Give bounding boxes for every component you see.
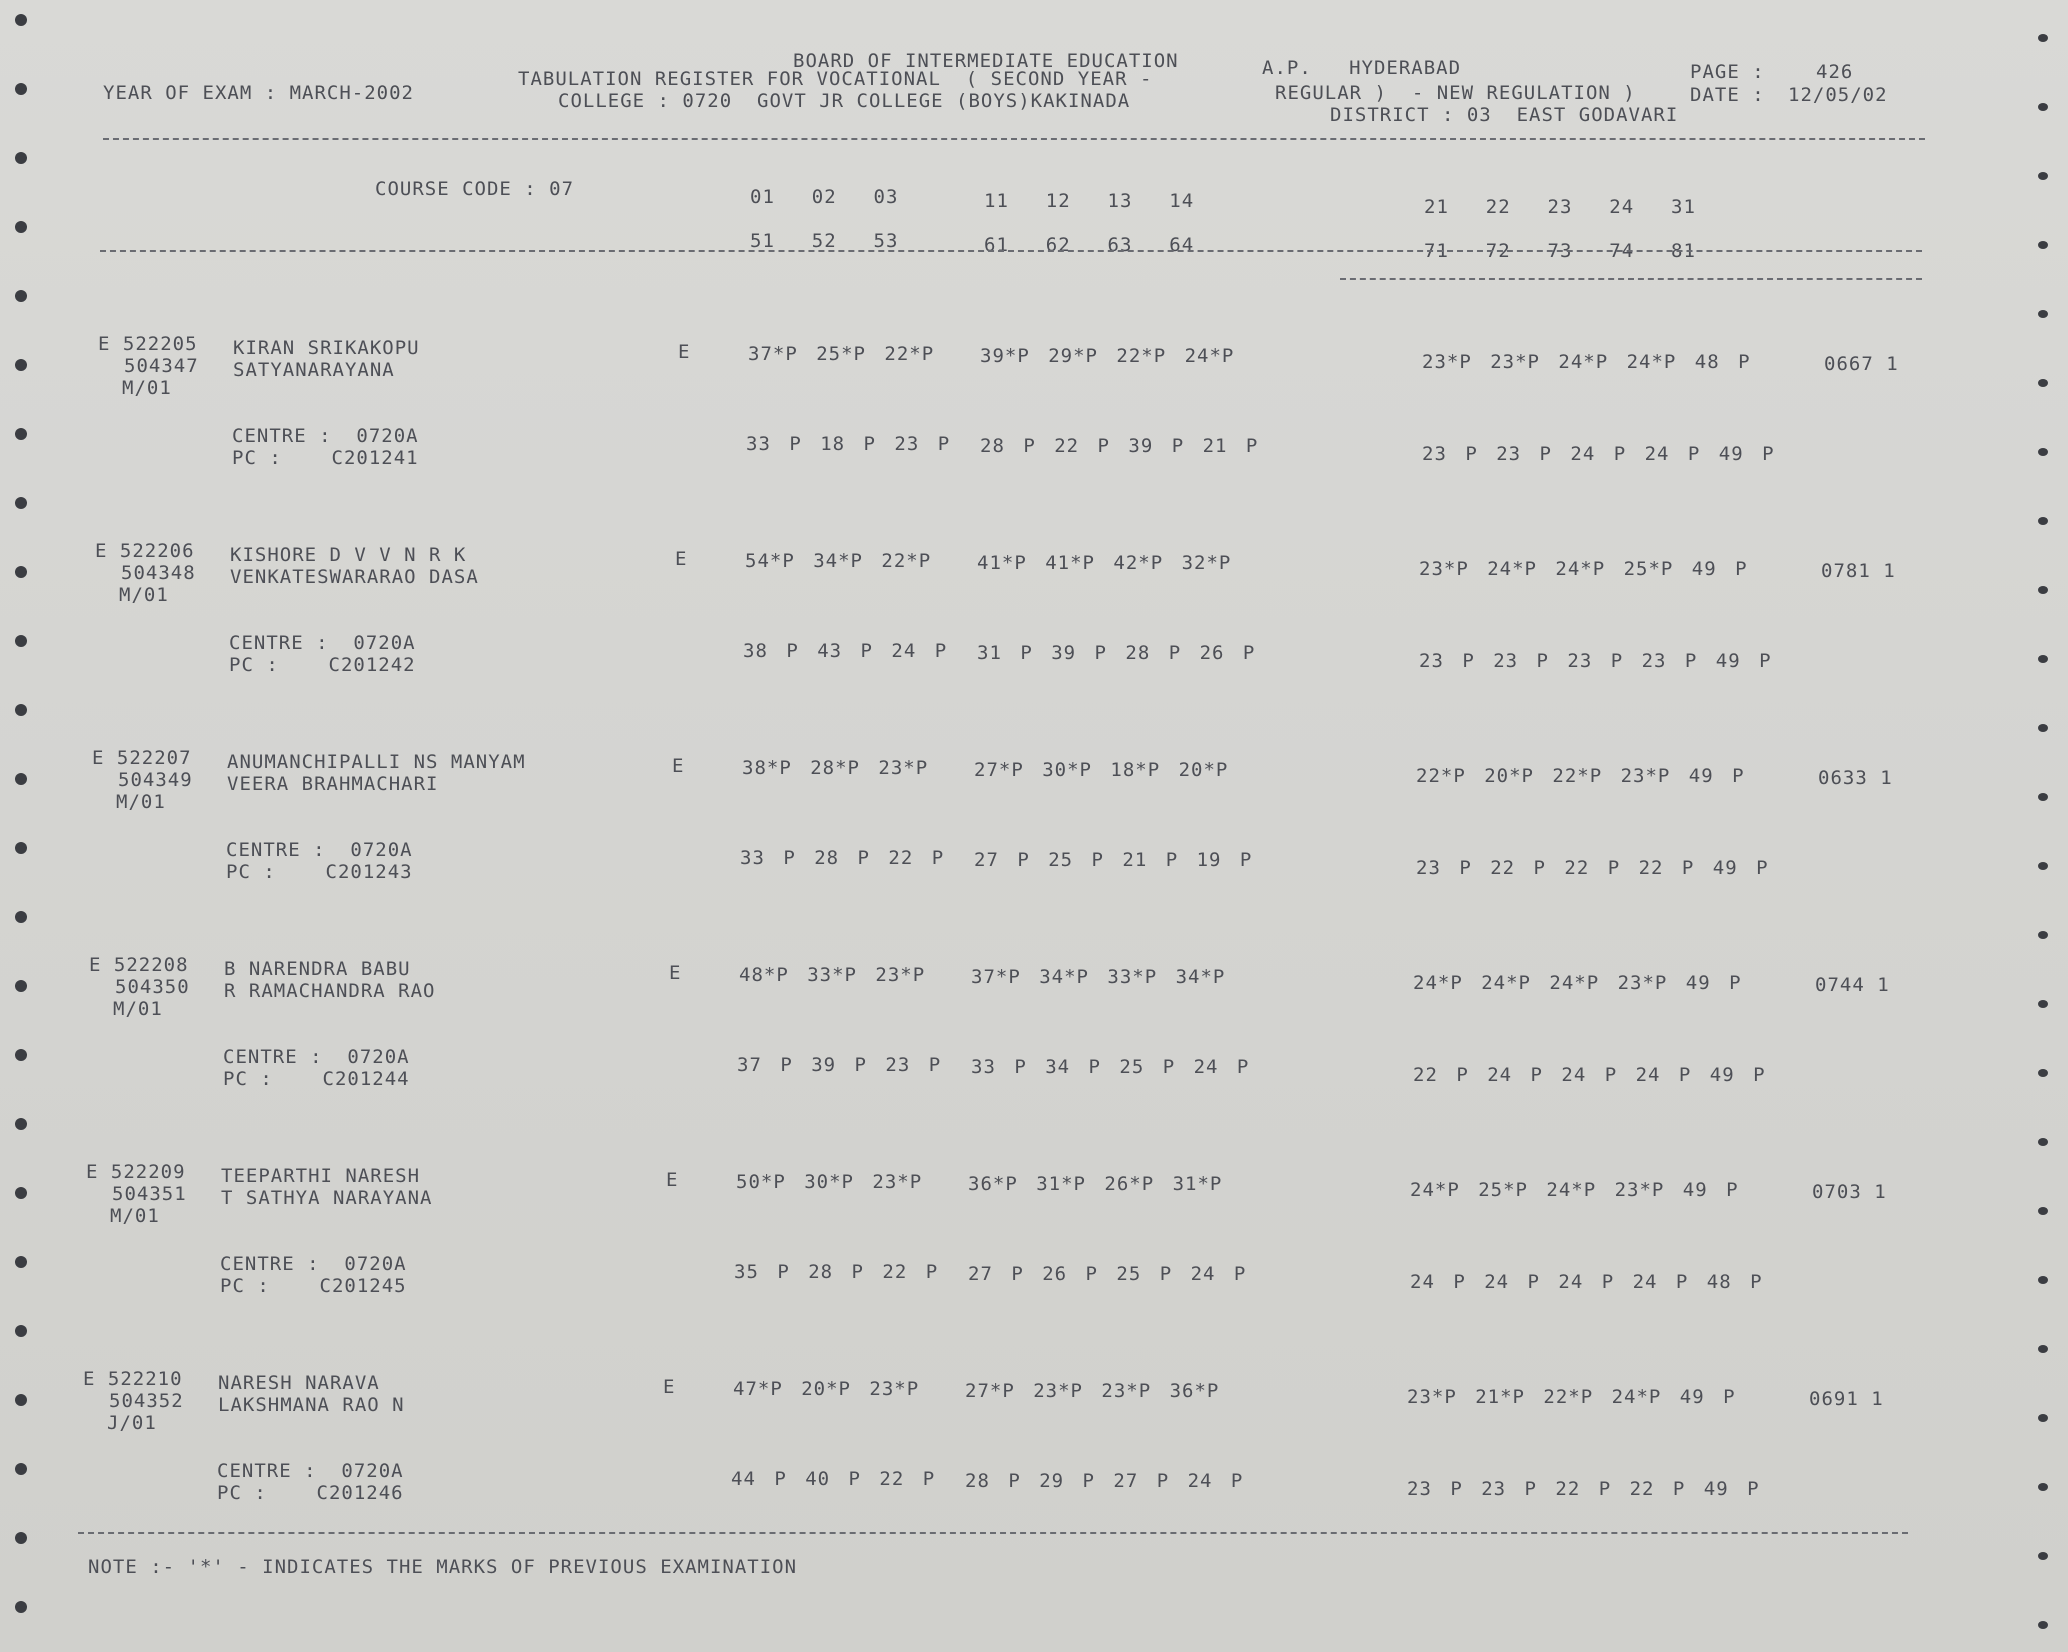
marks-row1-group3: 24*P 25*P 24*P 23*P 49 P — [1410, 1179, 1739, 1201]
father-name: VENKATESWARARAO DASA — [230, 566, 479, 588]
feed-hole — [15, 152, 27, 164]
medium-code: J/01 — [107, 1412, 157, 1434]
feed-hole — [2038, 1069, 2048, 1077]
student-name: B NARENDRA BABU — [224, 958, 411, 980]
marks-row1-group3: 24*P 24*P 24*P 23*P 49 P — [1413, 972, 1742, 994]
feed-hole — [15, 980, 27, 992]
marks-row1-group1: 50*P 30*P 23*P — [736, 1171, 923, 1193]
total-marks: 0744 1 — [1815, 974, 1890, 996]
student-name: ANUMANCHIPALLI NS MANYAM — [227, 751, 526, 773]
subject-codes-group3-row1: 21 22 23 24 31 — [1424, 196, 1696, 218]
feed-hole — [2038, 655, 2048, 663]
year-of-exam: YEAR OF EXAM : MARCH-2002 — [103, 82, 414, 104]
marks-row1-group1: 37*P 25*P 22*P — [748, 343, 935, 365]
column-header-divider-right — [1340, 278, 1922, 280]
feed-hole — [15, 1049, 27, 1061]
student-name: KIRAN SRIKAKOPU — [233, 337, 420, 359]
feed-hole — [2038, 1345, 2048, 1353]
centre: CENTRE : 0720A — [232, 425, 419, 447]
marks-row1-group2: 27*P 23*P 23*P 36*P — [965, 1380, 1220, 1402]
hall-ticket-number: E 522208 — [89, 954, 189, 976]
footnote: NOTE :- '*' - INDICATES THE MARKS OF PREVIOUS EXAMINATION — [88, 1556, 798, 1578]
footer-divider — [78, 1532, 1908, 1534]
feed-hole — [15, 290, 27, 302]
centre: CENTRE : 0720A — [223, 1046, 410, 1068]
register-title: TABULATION REGISTER FOR VOCATIONAL ( SECOND YEAR - — [518, 68, 1153, 90]
register-number: 504347 — [124, 355, 199, 377]
marks-row2-group2: 28 P 22 P 39 P 21 P — [980, 435, 1259, 457]
marks-row1-group3: 23*P 21*P 22*P 24*P 49 P — [1407, 1386, 1736, 1408]
feed-hole — [15, 566, 27, 578]
page-number: 426 — [1816, 61, 1854, 83]
feed-hole — [15, 704, 27, 716]
medium-code: M/01 — [119, 584, 169, 606]
total-marks: 0781 1 — [1821, 560, 1896, 582]
total-marks: 0633 1 — [1818, 767, 1893, 789]
left-tractor-feed-strip — [0, 0, 40, 1652]
marks-row2-group3: 23 P 23 P 23 P 23 P 49 P — [1419, 650, 1772, 672]
marks-row1-group2: 27*P 30*P 18*P 20*P — [974, 759, 1229, 781]
feed-hole — [2038, 1000, 2048, 1008]
marks-row1-group2: 39*P 29*P 22*P 24*P — [980, 345, 1235, 367]
feed-hole — [2038, 862, 2048, 870]
feed-hole — [15, 1394, 27, 1406]
marks-row2-group3: 24 P 24 P 24 P 24 P 48 P — [1410, 1271, 1763, 1293]
marks-row2-group2: 28 P 29 P 27 P 24 P — [965, 1470, 1244, 1492]
marks-row2-group2: 33 P 34 P 25 P 24 P — [971, 1056, 1250, 1078]
father-name: R RAMACHANDRA RAO — [224, 980, 436, 1002]
right-tractor-feed-strip — [2018, 0, 2068, 1652]
pc-number: PC : C201244 — [223, 1068, 410, 1090]
total-marks: 0667 1 — [1824, 353, 1899, 375]
marks-row1-group3: 23*P 23*P 24*P 24*P 48 P — [1422, 351, 1751, 373]
father-name: SATYANARAYANA — [233, 359, 395, 381]
pc-number: PC : C201246 — [217, 1482, 404, 1504]
marks-row2-group1: 44 P 40 P 22 P — [731, 1468, 936, 1490]
marks-row2-group1: 37 P 39 P 23 P — [737, 1054, 942, 1076]
feed-hole — [2038, 379, 2048, 387]
marks-row1-group1: 47*P 20*P 23*P — [733, 1378, 920, 1400]
hall-ticket-number: E 522207 — [92, 747, 192, 769]
feed-hole — [2038, 1414, 2048, 1422]
marks-row2-group2: 27 P 26 P 25 P 24 P — [968, 1263, 1247, 1285]
marks-row2-group3: 23 P 23 P 22 P 22 P 49 P — [1407, 1478, 1760, 1500]
marks-row1-group2: 37*P 34*P 33*P 34*P — [971, 966, 1226, 988]
marks-row2-group1: 35 P 28 P 22 P — [734, 1261, 939, 1283]
page-label: PAGE : — [1690, 61, 1765, 83]
centre: CENTRE : 0720A — [220, 1253, 407, 1275]
centre: CENTRE : 0720A — [226, 839, 413, 861]
hall-ticket-number: E 522209 — [86, 1161, 186, 1183]
feed-hole — [15, 83, 27, 95]
subject-codes-group1-row1: 01 02 03 — [750, 186, 899, 208]
feed-hole — [2038, 586, 2048, 594]
feed-hole — [15, 773, 27, 785]
student-name: NARESH NARAVA — [218, 1372, 380, 1394]
pc-number: PC : C201241 — [232, 447, 419, 469]
register-number: 504352 — [109, 1390, 184, 1412]
subject-codes-group2-row1: 11 12 13 14 — [984, 190, 1195, 212]
medium: E — [666, 1169, 679, 1191]
marks-row1-group1: 54*P 34*P 22*P — [745, 550, 932, 572]
feed-hole — [2038, 724, 2048, 732]
feed-hole — [15, 1187, 27, 1199]
feed-hole — [2038, 931, 2048, 939]
feed-hole — [2038, 103, 2048, 111]
father-name: VEERA BRAHMACHARI — [227, 773, 439, 795]
marks-row2-group1: 33 P 28 P 22 P — [740, 847, 945, 869]
date-label: DATE : — [1690, 84, 1765, 106]
marks-row1-group3: 23*P 24*P 24*P 25*P 49 P — [1419, 558, 1748, 580]
district-line: DISTRICT : 03 EAST GODAVARI — [1330, 104, 1679, 126]
feed-hole — [15, 842, 27, 854]
course-code: COURSE CODE : 07 — [375, 178, 575, 200]
board-title: BOARD OF INTERMEDIATE EDUCATION — [793, 50, 1179, 72]
medium-code: M/01 — [116, 791, 166, 813]
subject-codes-group2-row2: 61 62 63 64 — [984, 234, 1195, 256]
feed-hole — [15, 1118, 27, 1130]
feed-hole — [15, 1601, 27, 1613]
medium: E — [669, 962, 682, 984]
feed-hole — [2038, 1552, 2048, 1560]
feed-hole — [2038, 1621, 2048, 1629]
marks-row1-group2: 36*P 31*P 26*P 31*P — [968, 1173, 1223, 1195]
pc-number: PC : C201243 — [226, 861, 413, 883]
feed-hole — [15, 428, 27, 440]
register-number: 504349 — [118, 769, 193, 791]
column-header-divider-left — [100, 250, 1922, 252]
medium-code: M/01 — [113, 998, 163, 1020]
feed-hole — [15, 14, 27, 26]
feed-hole — [15, 1532, 27, 1544]
marks-row2-group3: 23 P 22 P 22 P 22 P 49 P — [1416, 857, 1769, 879]
register-number: 504348 — [121, 562, 196, 584]
marks-row1-group1: 48*P 33*P 23*P — [739, 964, 926, 986]
college-line: COLLEGE : 0720 GOVT JR COLLEGE (BOYS)KAKINADA — [558, 90, 1131, 112]
regulation: REGULAR ) - NEW REGULATION ) — [1275, 82, 1636, 104]
marks-row1-group3: 22*P 20*P 22*P 23*P 49 P — [1416, 765, 1745, 787]
marks-row2-group2: 31 P 39 P 28 P 26 P — [977, 642, 1256, 664]
medium: E — [672, 755, 685, 777]
marks-row2-group3: 23 P 23 P 24 P 24 P 49 P — [1422, 443, 1775, 465]
header-divider — [103, 138, 1925, 140]
student-name: KISHORE D V V N R K — [230, 544, 467, 566]
student-name: TEEPARTHI NARESH — [221, 1165, 421, 1187]
centre: CENTRE : 0720A — [217, 1460, 404, 1482]
feed-hole — [2038, 34, 2048, 42]
father-name: T SATHYA NARAYANA — [221, 1187, 433, 1209]
medium-code: M/01 — [122, 377, 172, 399]
marks-row1-group2: 41*P 41*P 42*P 32*P — [977, 552, 1232, 574]
feed-hole — [2038, 1138, 2048, 1146]
feed-hole — [2038, 310, 2048, 318]
feed-hole — [15, 911, 27, 923]
medium: E — [678, 341, 691, 363]
feed-hole — [2038, 793, 2048, 801]
marks-row2-group2: 27 P 25 P 21 P 19 P — [974, 849, 1253, 871]
feed-hole — [2038, 241, 2048, 249]
date-value: 12/05/02 — [1788, 84, 1888, 106]
subject-codes-group1-row2: 51 52 53 — [750, 230, 899, 252]
feed-hole — [15, 1463, 27, 1475]
total-marks: 0691 1 — [1809, 1388, 1884, 1410]
marks-row2-group1: 33 P 18 P 23 P — [746, 433, 951, 455]
pc-number: PC : C201245 — [220, 1275, 407, 1297]
hall-ticket-number: E 522205 — [98, 333, 198, 355]
father-name: LAKSHMANA RAO N — [218, 1394, 405, 1416]
hall-ticket-number: E 522210 — [83, 1368, 183, 1390]
medium: E — [663, 1376, 676, 1398]
medium-code: M/01 — [110, 1205, 160, 1227]
marks-row2-group1: 38 P 43 P 24 P — [743, 640, 948, 662]
marks-row2-group3: 22 P 24 P 24 P 24 P 49 P — [1413, 1064, 1766, 1086]
marks-row1-group1: 38*P 28*P 23*P — [742, 757, 929, 779]
hall-ticket-number: E 522206 — [95, 540, 195, 562]
feed-hole — [2038, 1207, 2048, 1215]
register-number: 504350 — [115, 976, 190, 998]
total-marks: 0703 1 — [1812, 1181, 1887, 1203]
feed-hole — [15, 635, 27, 647]
feed-hole — [2038, 172, 2048, 180]
feed-hole — [15, 1256, 27, 1268]
register-number: 504351 — [112, 1183, 187, 1205]
board-location: A.P. HYDERABAD — [1262, 57, 1462, 79]
pc-number: PC : C201242 — [229, 654, 416, 676]
feed-hole — [2038, 1276, 2048, 1284]
feed-hole — [15, 359, 27, 371]
subject-codes-group3-row2: 71 72 73 74 81 — [1424, 240, 1696, 262]
feed-hole — [2038, 448, 2048, 456]
feed-hole — [15, 497, 27, 509]
feed-hole — [15, 1325, 27, 1337]
centre: CENTRE : 0720A — [229, 632, 416, 654]
feed-hole — [15, 221, 27, 233]
feed-hole — [2038, 1483, 2048, 1491]
medium: E — [675, 548, 688, 570]
feed-hole — [2038, 517, 2048, 525]
